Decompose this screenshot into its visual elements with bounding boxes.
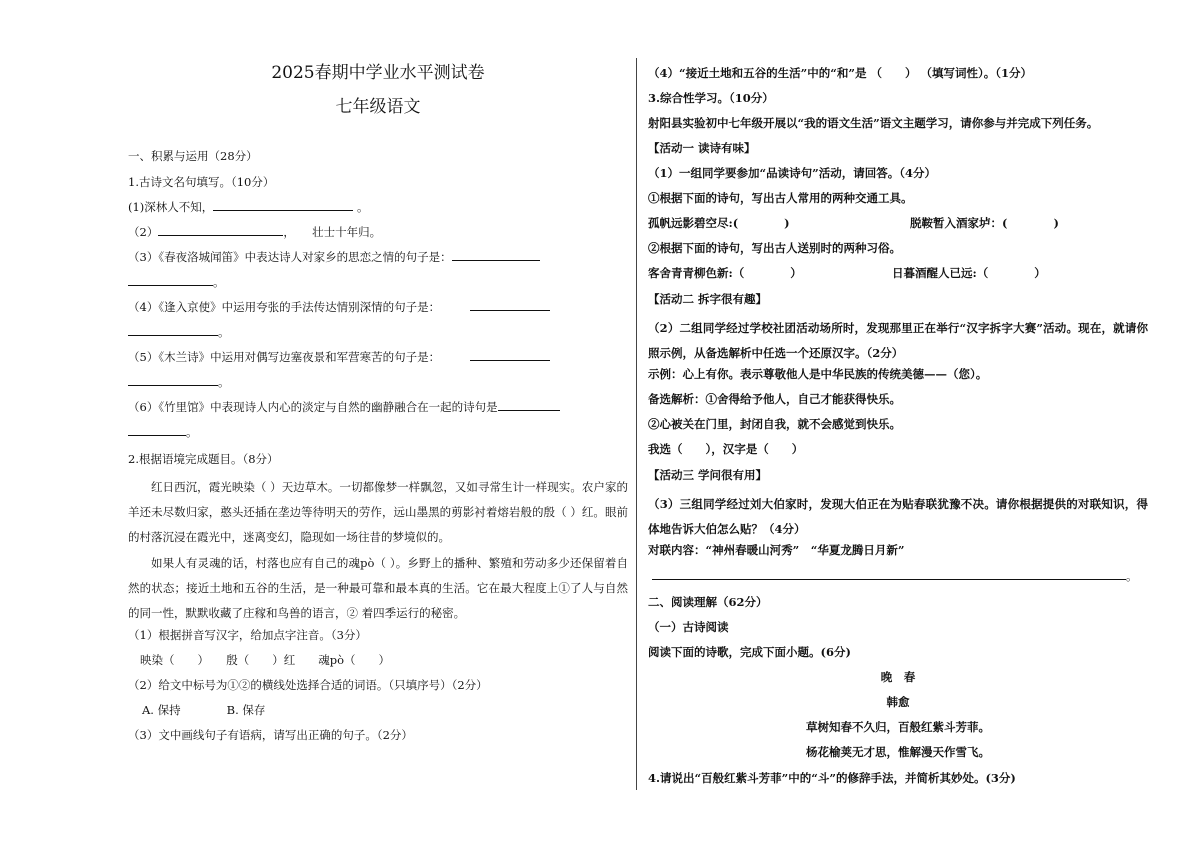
answer-line-left: 客舍青青柳色新:（ ）	[648, 266, 802, 280]
option-text: 备选解析：①舍得给予他人，自己才能获得快乐。	[648, 392, 901, 406]
passage-paragraph: 红日西沉，霞光映染（ ）天边草木。一切都像梦一样飘忽，又如寻常生计一样现实。农户家的羊还未尽数归家，憨头还插在垄边等待明天的劳作，远山墨黑的剪影衬着熔岩般的殷（ ）红。眼前的村落沉浸在霞光中，迷离变幻，隐现如一场往昔的梦境似的。	[128, 480, 628, 544]
answer-blank[interactable]	[128, 324, 218, 336]
question-text: 。	[218, 375, 230, 389]
sub-question: （3）文中画线句子有语病，请写出正确的句子。（2分）	[128, 728, 413, 742]
poem-line: 杨花榆荚无才思，惟解漫天作雪飞。	[806, 745, 990, 759]
sub-question: （2）二组同学经过学校社团活动场所时，发现那里正在举行“汉字拆字大赛”活动。现在，就请你照示例，从备选解析中任选一个还原汉字。（2分）	[648, 321, 1148, 360]
question-text: 。	[213, 275, 225, 289]
couplet-text: 对联内容：“神州春暖山河秀” “华夏龙腾日月新”	[648, 543, 905, 557]
answer-blank[interactable]	[128, 274, 213, 286]
question-line	[128, 349, 550, 365]
question-text: （6）《竹里馆》中表现诗人内心的淡定与自然的幽静融合在一起的诗句是	[128, 400, 498, 414]
question-text: （2）	[128, 225, 159, 239]
section-heading: 二、阅读理解（62分）	[648, 595, 768, 609]
answer-blank[interactable]	[498, 399, 560, 411]
sub-question: ①根据下面的诗句，写出古人常用的两种交通工具。	[648, 191, 913, 205]
activity-heading: 【活动三 学问很有用】	[648, 468, 768, 482]
answer-blank[interactable]	[128, 424, 186, 436]
question-line	[128, 274, 225, 290]
answer-line-left: 孤帆远影碧空尽:( )	[648, 216, 790, 230]
poem-title: 晚 春	[880, 670, 916, 684]
question-line	[128, 224, 381, 240]
poem-author: 韩愈	[886, 695, 910, 709]
question-line	[128, 249, 540, 265]
sub-question-options: 映染（ ） 殷（ ）红 魂pò（ ）	[140, 653, 391, 667]
passage-paragraph: 如果人有灵魂的话，村落也应有自己的魂pò（ ）。乡野上的播种、繁殖和劳动多少还保留着自然的状态；接近土地和五谷的生活，是一种最可靠和最本真的生活。它在最大程度上①了人与自然的同一性，默默收藏了庄稼和鸟兽的语言，② 着四季运行的秘密。	[128, 556, 628, 620]
sub-question: （1）根据拼音写汉字，给加点字注音。（3分）	[128, 628, 367, 642]
answer-blank[interactable]	[213, 199, 353, 211]
question-line	[128, 374, 230, 390]
example-text: 示例：心上有你。表示尊敬他人是中华民族的传统美德——（您）。	[648, 367, 988, 381]
sub-question: ②根据下面的诗句，写出古人送别时的两种习俗。	[648, 241, 901, 255]
answer-line-right: 脱鞍暂入酒家垆：( )	[910, 216, 1059, 230]
option-text: ②心被关在门里，封闭自我，就不会感觉到快乐。	[648, 417, 901, 431]
section-heading: 一、积累与运用（28分）	[128, 149, 258, 163]
question-text: 。	[186, 425, 198, 439]
answer-blank[interactable]	[652, 568, 1126, 580]
activity-heading: 【活动一 读诗有味】	[648, 141, 756, 155]
question-line	[128, 199, 368, 215]
reading-instruction: 阅读下面的诗歌，完成下面小题。(6分)	[648, 645, 851, 659]
question-line	[128, 324, 230, 340]
question-text: （5）《木兰诗》中运用对偶写边塞夜景和军营寒苦的句子是：	[128, 350, 441, 364]
question-text: 。	[1126, 569, 1138, 583]
question-text: （4）《逢入京使》中运用夸张的手法传达情别深情的句子是：	[128, 300, 441, 314]
answer-blank[interactable]	[470, 349, 550, 361]
question-line	[128, 424, 198, 440]
answer-line	[648, 568, 1138, 584]
question-text: (1)深林人不知，	[128, 200, 214, 214]
question-title: 2.根据语境完成题目。（8分）	[128, 452, 279, 466]
question-text: ， 壮士十年归。	[283, 225, 382, 239]
question-line	[128, 299, 550, 315]
poem-line: 草树知春不久归，百般红紫斗芳菲。	[806, 720, 990, 734]
question-title: 4.请说出“百般红紫斗芳菲”中的“斗”的修辞手法，并简析其妙处。(3分)	[648, 771, 1016, 785]
question-title: 1.古诗文名句填写。（10分）	[128, 175, 275, 189]
answer-blank[interactable]	[452, 249, 540, 261]
question-text: 。	[356, 200, 369, 214]
column-divider	[636, 58, 637, 790]
subsection-heading: （一）古诗阅读	[648, 620, 729, 634]
question-intro: 射阳县实验初中七年级开展以“我的语文生活”语文主题学习，请你参与并完成下列任务。	[648, 116, 1099, 130]
answer-line-right: 日暮酒醒人已远:（ ）	[892, 266, 1046, 280]
exam-subtitle: 七年级语文	[335, 97, 421, 117]
sub-question: （1）一组同学要参加“品读诗句”活动，请回答。（4分）	[648, 166, 936, 180]
sub-question-options: A. 保持 B. 保存	[142, 703, 266, 717]
activity-heading: 【活动二 拆字很有趣】	[648, 292, 768, 306]
answer-blank[interactable]	[128, 374, 218, 386]
exam-title: 2025春期中学业水平测试卷	[271, 63, 485, 83]
question-line	[128, 399, 560, 415]
answer-line: 我选（ ），汉字是（ ）	[648, 442, 804, 456]
sub-question: （4）“接近土地和五谷的生活”中的“和”是 （ ） （填写词性）。（1分）	[648, 66, 1032, 80]
question-text: 。	[218, 325, 230, 339]
answer-blank[interactable]	[158, 224, 283, 236]
question-title: 3.综合性学习。（10分）	[648, 91, 774, 105]
sub-question: （2）给文中标号为①②的横线处选择合适的词语。（只填序号）（2分）	[128, 678, 488, 692]
sub-question: （3）三组同学经过刘大伯家时，发现大伯正在为贴春联犹豫不决。请你根据提供的对联知识，得体地告诉大伯怎么贴？（4分）	[648, 497, 1148, 536]
answer-blank[interactable]	[470, 299, 550, 311]
question-text: （3）《春夜洛城闻笛》中表达诗人对家乡的思恋之情的句子是：	[128, 250, 452, 264]
